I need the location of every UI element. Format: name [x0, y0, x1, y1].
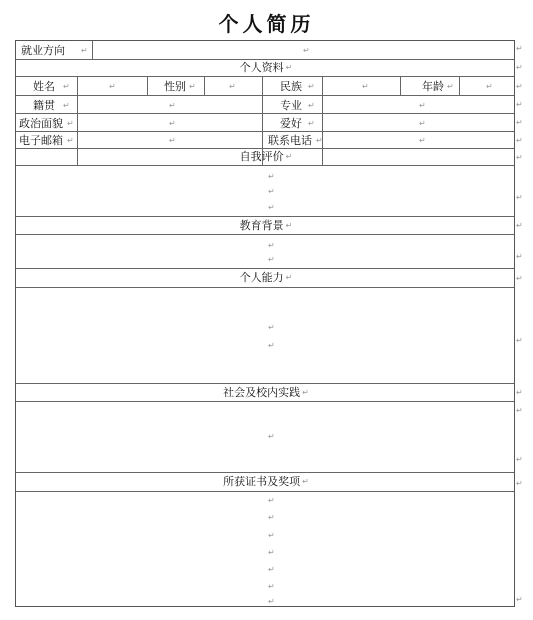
row-divider — [16, 131, 514, 132]
paragraph-mark: ↵ — [169, 136, 176, 145]
paragraph-mark: ↵ — [268, 172, 275, 181]
name-label: 姓名 — [33, 80, 55, 93]
paragraph-mark: ↵ — [419, 101, 426, 110]
row-divider — [16, 59, 514, 60]
certificates-title: 所获证书及奖项 — [223, 475, 301, 488]
paragraph-mark: ↵ — [268, 565, 275, 574]
row-end-mark: ↵ — [516, 274, 523, 283]
paragraph-mark: ↵ — [268, 531, 275, 540]
paragraph-mark: ↵ — [109, 82, 116, 91]
row-end-mark: ↵ — [516, 193, 523, 202]
col-divider — [459, 76, 460, 95]
col-divider — [400, 76, 401, 95]
row-divider — [16, 216, 514, 217]
paragraph-mark: ↵ — [81, 46, 88, 55]
row-end-mark: ↵ — [516, 455, 523, 464]
paragraph-mark: ↵ — [63, 82, 70, 91]
major-label: 专业 — [280, 99, 302, 112]
row-divider — [16, 113, 514, 114]
row-end-mark: ↵ — [516, 388, 523, 397]
paragraph-mark: ↵ — [303, 46, 310, 55]
paragraph-mark: ↵ — [169, 119, 176, 128]
row-divider — [16, 287, 514, 288]
age-label: 年龄 — [422, 80, 444, 93]
hobbies-label: 爱好 — [280, 117, 302, 130]
paragraph-mark: ↵ — [268, 432, 275, 441]
resume-table — [15, 40, 515, 607]
paragraph-mark: ↵ — [67, 119, 74, 128]
paragraph-mark: ↵ — [268, 513, 275, 522]
row-end-mark: ↵ — [516, 406, 523, 415]
paragraph-mark: ↵ — [308, 101, 315, 110]
paragraph-mark: ↵ — [486, 82, 493, 91]
paragraph-mark: ↵ — [362, 82, 369, 91]
row-divider — [16, 268, 514, 269]
row-end-mark: ↵ — [516, 479, 523, 488]
paragraph-mark: ↵ — [268, 241, 275, 250]
gender-label: 性别 — [164, 80, 186, 93]
paragraph-mark: ↵ — [268, 496, 275, 505]
self-evaluation-title: 自我评价 — [239, 150, 284, 163]
row-end-mark: ↵ — [516, 118, 523, 127]
paragraph-mark: ↵ — [63, 101, 70, 110]
row-end-mark: ↵ — [516, 63, 523, 72]
practice-header — [16, 386, 514, 399]
document-title: 个人简历 — [218, 12, 315, 36]
row-end-mark: ↵ — [516, 100, 523, 109]
row-divider — [16, 234, 514, 235]
col-divider — [204, 76, 205, 95]
abilities-header — [16, 271, 514, 284]
row-divider — [16, 165, 514, 166]
row-divider — [16, 76, 514, 77]
political-status-label: 政治面貌 — [19, 117, 63, 130]
paragraph-mark: ↵ — [447, 82, 454, 91]
row-end-mark: ↵ — [516, 82, 523, 91]
row-divider — [16, 95, 514, 96]
paragraph-mark: ↵ — [316, 136, 323, 145]
paragraph-mark: ↵ — [308, 82, 315, 91]
paragraph-mark: ↵ — [67, 136, 74, 145]
paragraph-mark: ↵ — [229, 82, 236, 91]
row-end-mark: ↵ — [516, 252, 523, 261]
paragraph-mark: ↵ — [268, 255, 275, 264]
paragraph-mark: ↵ — [268, 323, 275, 332]
paragraph-mark: ↵ — [169, 101, 176, 110]
row-end-mark: ↵ — [516, 221, 523, 230]
row-divider — [16, 401, 514, 402]
personal-info-header — [16, 61, 514, 74]
paragraph-mark: ↵ — [285, 63, 293, 72]
personal-info-title: 个人资料 — [239, 61, 284, 74]
certificates-header — [16, 475, 514, 488]
paragraph-mark: ↵ — [302, 388, 309, 397]
row-divider — [16, 383, 514, 384]
col-divider — [92, 41, 93, 59]
paragraph-mark: ↵ — [268, 341, 275, 350]
education-title: 教育背景 — [239, 219, 284, 232]
self-evaluation-header — [16, 150, 514, 163]
phone-label: 联系电话 — [268, 134, 312, 147]
abilities-title: 个人能力 — [239, 271, 284, 284]
email-label: 电子邮箱 — [19, 134, 63, 147]
paragraph-mark: ↵ — [268, 597, 275, 606]
row-end-mark: ↵ — [516, 136, 523, 145]
row-divider — [16, 491, 514, 492]
career-direction-label: 就业方向 — [21, 44, 65, 57]
row-divider — [16, 148, 514, 149]
paragraph-mark: ↵ — [302, 477, 309, 486]
row-end-mark: ↵ — [516, 44, 523, 53]
paragraph-mark: ↵ — [268, 203, 275, 212]
paragraph-mark: ↵ — [268, 548, 275, 557]
paragraph-mark: ↵ — [189, 82, 196, 91]
row-divider — [16, 472, 514, 473]
native-place-label: 籍贯 — [33, 99, 55, 112]
paragraph-mark: ↵ — [419, 136, 426, 145]
education-header — [16, 219, 514, 232]
practice-title: 社会及校内实践 — [223, 386, 301, 399]
paragraph-mark: ↵ — [285, 221, 293, 230]
row-end-mark: ↵ — [516, 336, 523, 345]
col-divider — [147, 76, 148, 95]
paragraph-mark: ↵ — [268, 187, 275, 196]
paragraph-mark: ↵ — [268, 582, 275, 591]
paragraph-mark: ↵ — [419, 119, 426, 128]
row-end-mark: ↵ — [516, 595, 523, 604]
paragraph-mark: ↵ — [285, 273, 293, 282]
row-end-mark: ↵ — [516, 153, 523, 162]
ethnicity-label: 民族 — [280, 80, 302, 93]
paragraph-mark: ↵ — [285, 152, 293, 161]
paragraph-mark: ↵ — [308, 119, 315, 128]
